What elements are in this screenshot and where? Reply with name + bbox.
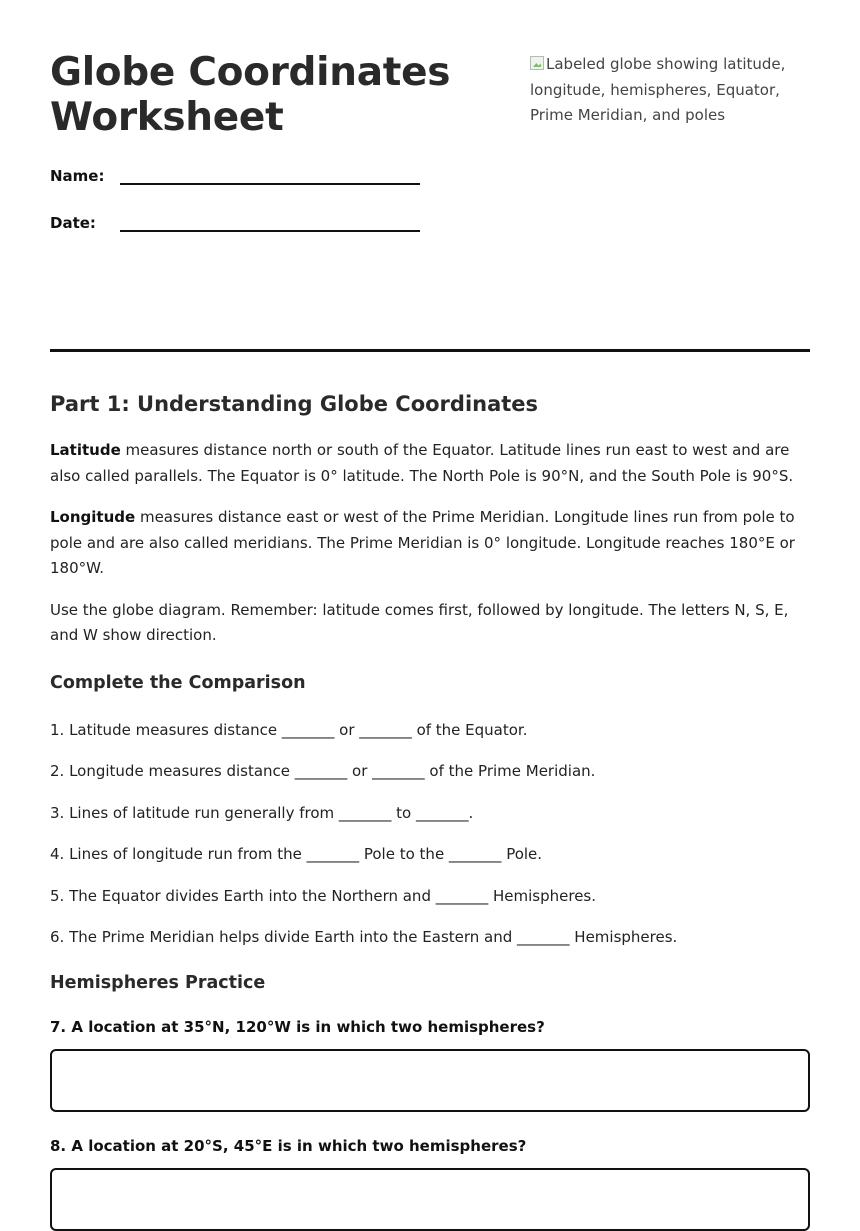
page-title: Globe Coordinates Worksheet bbox=[50, 50, 451, 140]
longitude-term: Longitude bbox=[50, 508, 136, 526]
hemispheres-heading: Hemispheres Practice bbox=[50, 973, 266, 993]
worksheet-content bbox=[50, 386, 810, 1231]
latitude-paragraph bbox=[50, 438, 810, 489]
broken-image-icon bbox=[530, 56, 544, 70]
globe-image-alt-text: Labeled globe showing latitude, longitude, hemispheres, Equator, Prime Meridian, and poles bbox=[530, 55, 786, 124]
answer-box-8[interactable] bbox=[50, 1168, 810, 1231]
section-divider bbox=[50, 349, 810, 352]
date-label: Date: bbox=[50, 214, 96, 232]
name-blank-line[interactable] bbox=[120, 183, 420, 185]
comparison-item-6: 6. The Prime Meridian helps divide Earth into the Eastern and _______ Hemispheres. bbox=[50, 928, 678, 946]
comparison-heading: Complete the Comparison bbox=[50, 672, 306, 693]
longitude-paragraph bbox=[50, 505, 810, 582]
question-8: 8. A location at 20°S, 45°E is in which two hemispheres? bbox=[50, 1137, 527, 1155]
latitude-definition: measures distance north or south of the Equator. Latitude lines run east to west and are also called parallels. The Equator is 0° latitude. The North Pole is 90°N, and the South Pole is 90°S. bbox=[50, 441, 794, 485]
comparison-item-2: 2. Longitude measures distance _______ or _______ of the Prime Meridian. bbox=[50, 762, 596, 780]
part1-heading: Part 1: Understanding Globe Coordinates bbox=[50, 392, 539, 416]
globe-diagram-image bbox=[530, 52, 810, 129]
instructions-paragraph: Use the globe diagram. Remember: latitude comes first, followed by longitude. The letters N, S, E, and W show direction. bbox=[50, 600, 789, 644]
latitude-term: Latitude bbox=[50, 441, 121, 459]
question-7: 7. A location at 35°N, 120°W is in which two hemispheres? bbox=[50, 1018, 545, 1036]
answer-box-7[interactable] bbox=[50, 1049, 810, 1112]
name-field-row bbox=[50, 166, 430, 196]
comparison-item-3: 3. Lines of latitude run generally from _______ to _______. bbox=[50, 803, 474, 822]
worksheet-header bbox=[50, 50, 810, 255]
longitude-definition: measures distance east or west of the Prime Meridian. Longitude lines run from pole to pole and are also called meridians. The Prime Meridian is 0° longitude. Longitude reaches 180°E or 180°W. bbox=[50, 508, 795, 577]
name-label: Name: bbox=[50, 167, 105, 185]
comparison-item-1: 1. Latitude measures distance _______ or _______ of the Equator. bbox=[50, 720, 528, 739]
comparison-item-4: 4. Lines of longitude run from the _______ Pole to the _______ Pole. bbox=[50, 845, 543, 863]
comparison-item-5: 5. The Equator divides Earth into the Northern and _______ Hemispheres. bbox=[50, 886, 597, 905]
date-field-row bbox=[50, 213, 430, 243]
date-blank-line[interactable] bbox=[120, 230, 420, 232]
